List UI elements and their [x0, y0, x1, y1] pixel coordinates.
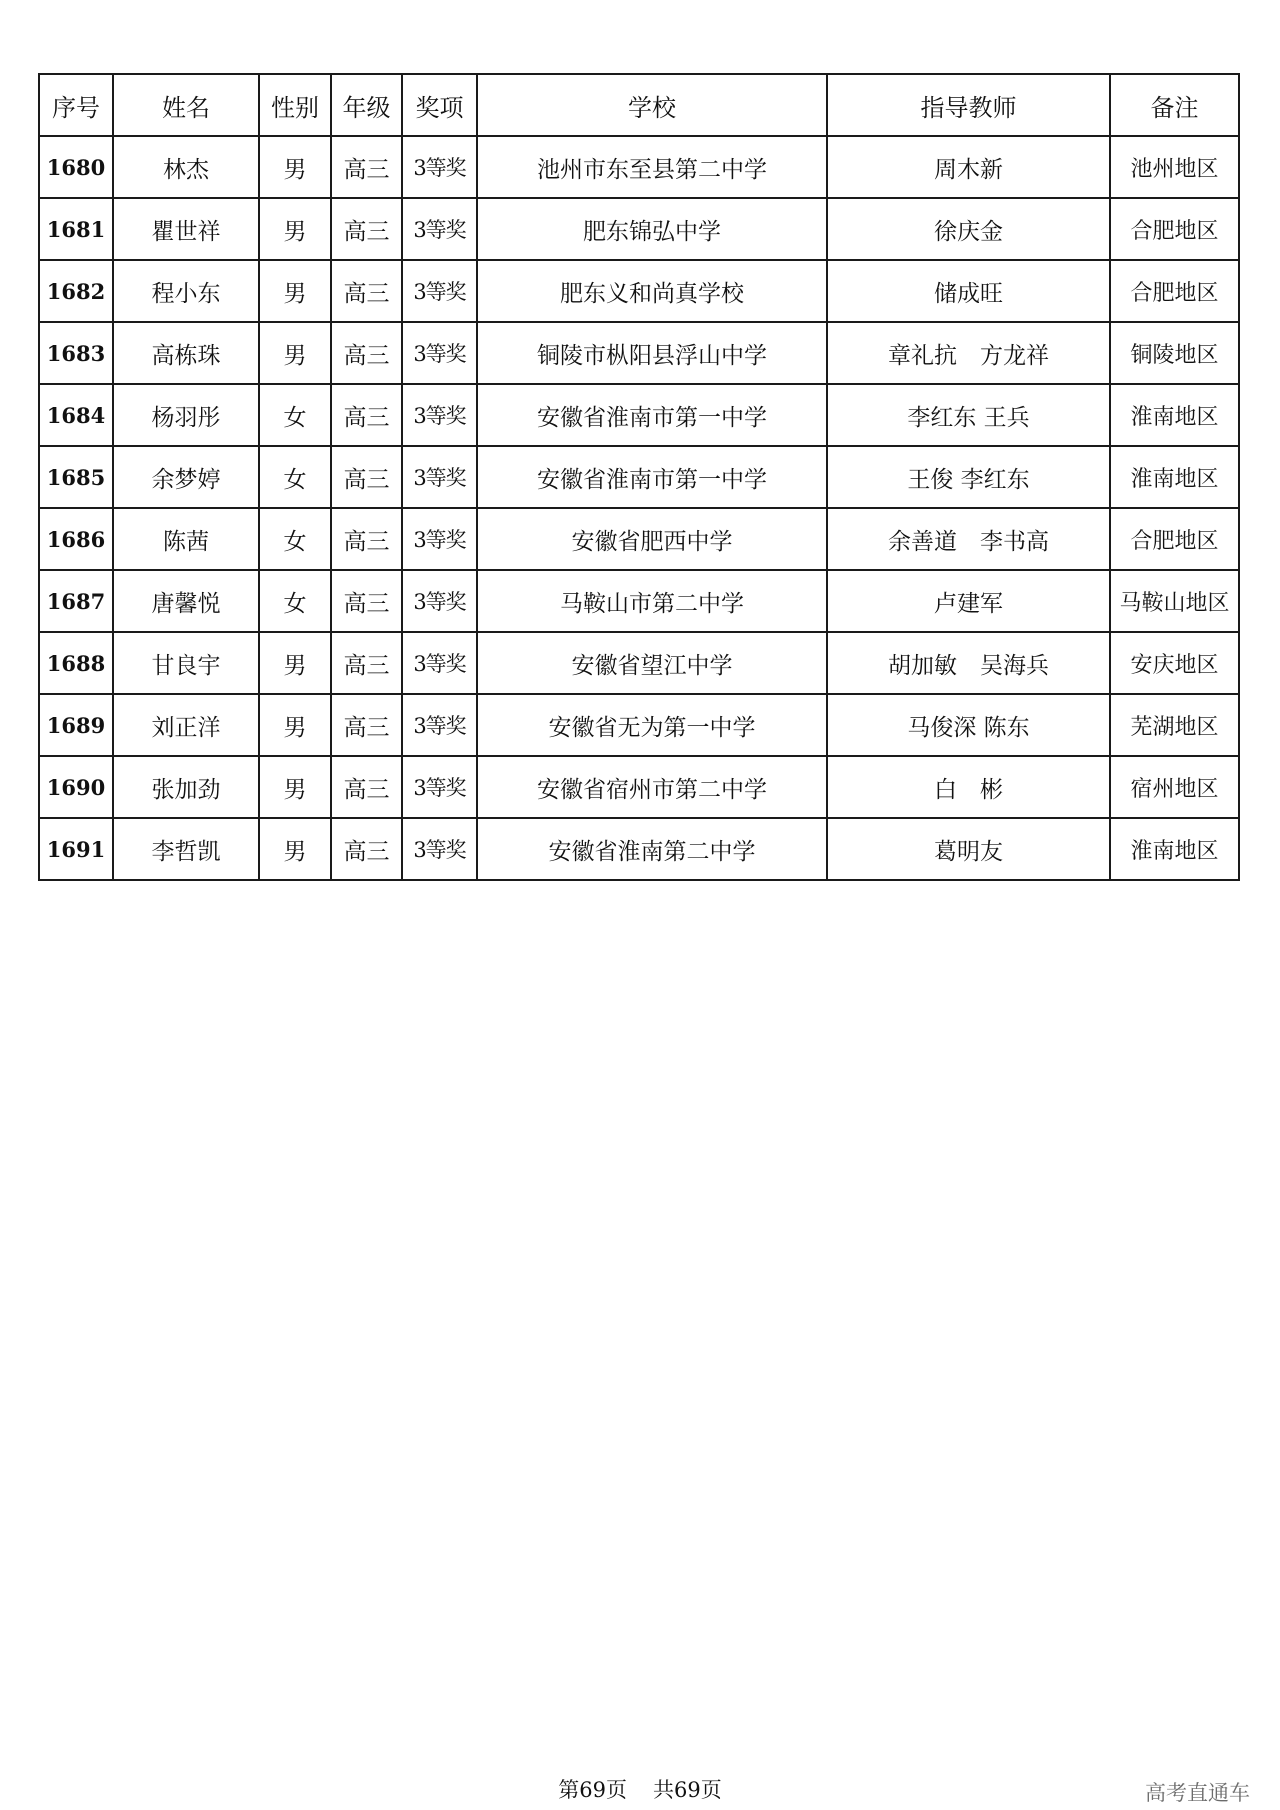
- table-row: [39, 694, 1239, 756]
- cell-award: 3等奖: [402, 446, 477, 508]
- cell-award: 3等奖: [402, 756, 477, 818]
- cell-region: 安庆地区: [1110, 632, 1239, 694]
- header-grade: 年级: [331, 74, 402, 136]
- cell-award: 3等奖: [402, 384, 477, 446]
- cell-grade: 高三: [331, 260, 402, 322]
- cell-gender: 男: [259, 136, 331, 198]
- cell-name: 瞿世祥: [113, 198, 259, 260]
- cell-grade: 高三: [331, 136, 402, 198]
- cell-award: 3等奖: [402, 260, 477, 322]
- cell-gender: 女: [259, 446, 331, 508]
- cell-award: 3等奖: [402, 570, 477, 632]
- cell-award: 3等奖: [402, 198, 477, 260]
- cell-school: 肥东义和尚真学校: [477, 260, 827, 322]
- header-school: 学校: [477, 74, 827, 136]
- cell-name: 余梦婷: [113, 446, 259, 508]
- page-total: 共69页: [653, 1778, 722, 1802]
- cell-teacher: 胡加敏 吴海兵: [827, 632, 1110, 694]
- cell-name: 刘正洋: [113, 694, 259, 756]
- cell-gender: 男: [259, 632, 331, 694]
- cell-number: 1682: [39, 260, 113, 322]
- cell-teacher: 章礼抗 方龙祥: [827, 322, 1110, 384]
- cell-number: 1684: [39, 384, 113, 446]
- watermark-text: 高考直通车: [1145, 1781, 1250, 1805]
- cell-teacher: 卢建军: [827, 570, 1110, 632]
- cell-school: 安徽省淮南第二中学: [477, 818, 827, 880]
- cell-teacher: 李红东 王兵: [827, 384, 1110, 446]
- cell-teacher: 葛明友: [827, 818, 1110, 880]
- cell-region: 池州地区: [1110, 136, 1239, 198]
- cell-number: 1685: [39, 446, 113, 508]
- cell-school: 池州市东至县第二中学: [477, 136, 827, 198]
- table-body: [39, 136, 1239, 880]
- cell-region: 合肥地区: [1110, 198, 1239, 260]
- cell-number: 1681: [39, 198, 113, 260]
- cell-name: 林杰: [113, 136, 259, 198]
- cell-number: 1691: [39, 818, 113, 880]
- cell-region: 合肥地区: [1110, 508, 1239, 570]
- table-row: [39, 446, 1239, 508]
- cell-school: 肥东锦弘中学: [477, 198, 827, 260]
- cell-gender: 男: [259, 756, 331, 818]
- cell-grade: 高三: [331, 818, 402, 880]
- cell-award: 3等奖: [402, 322, 477, 384]
- header-gender: 性别: [259, 74, 331, 136]
- cell-region: 铜陵地区: [1110, 322, 1239, 384]
- cell-gender: 女: [259, 384, 331, 446]
- cell-number: 1690: [39, 756, 113, 818]
- cell-gender: 女: [259, 570, 331, 632]
- cell-name: 高栋珠: [113, 322, 259, 384]
- table-row: [39, 260, 1239, 322]
- cell-award: 3等奖: [402, 508, 477, 570]
- cell-number: 1688: [39, 632, 113, 694]
- cell-teacher: 白 彬: [827, 756, 1110, 818]
- cell-region: 芜湖地区: [1110, 694, 1239, 756]
- cell-number: 1689: [39, 694, 113, 756]
- award-table: [38, 73, 1240, 881]
- cell-name: 李哲凯: [113, 818, 259, 880]
- cell-school: 安徽省宿州市第二中学: [477, 756, 827, 818]
- table-row: [39, 322, 1239, 384]
- page-number: 第69页: [558, 1778, 627, 1802]
- cell-school: 马鞍山市第二中学: [477, 570, 827, 632]
- cell-grade: 高三: [331, 384, 402, 446]
- cell-teacher: 王俊 李红东: [827, 446, 1110, 508]
- cell-grade: 高三: [331, 322, 402, 384]
- cell-region: 淮南地区: [1110, 446, 1239, 508]
- cell-grade: 高三: [331, 756, 402, 818]
- cell-teacher: 马俊深 陈东: [827, 694, 1110, 756]
- cell-teacher: 徐庆金: [827, 198, 1110, 260]
- cell-number: 1687: [39, 570, 113, 632]
- page-footer: [0, 1774, 1280, 1804]
- cell-teacher: 周木新: [827, 136, 1110, 198]
- cell-grade: 高三: [331, 198, 402, 260]
- cell-teacher: 余善道 李书高: [827, 508, 1110, 570]
- table-row: [39, 198, 1239, 260]
- cell-school: 安徽省无为第一中学: [477, 694, 827, 756]
- cell-number: 1686: [39, 508, 113, 570]
- cell-award: 3等奖: [402, 818, 477, 880]
- cell-name: 杨羽彤: [113, 384, 259, 446]
- cell-name: 陈茜: [113, 508, 259, 570]
- cell-grade: 高三: [331, 446, 402, 508]
- cell-region: 合肥地区: [1110, 260, 1239, 322]
- cell-number: 1683: [39, 322, 113, 384]
- header-number: 序号: [39, 74, 113, 136]
- cell-name: 程小东: [113, 260, 259, 322]
- table-row: [39, 756, 1239, 818]
- cell-gender: 男: [259, 322, 331, 384]
- cell-name: 张加劲: [113, 756, 259, 818]
- table-row: [39, 818, 1239, 880]
- table-row: [39, 570, 1239, 632]
- cell-school: 铜陵市枞阳县浮山中学: [477, 322, 827, 384]
- cell-grade: 高三: [331, 570, 402, 632]
- header-remark: 备注: [1110, 74, 1239, 136]
- cell-grade: 高三: [331, 694, 402, 756]
- cell-gender: 男: [259, 694, 331, 756]
- cell-gender: 女: [259, 508, 331, 570]
- header-row: [39, 74, 1239, 136]
- table-row: [39, 632, 1239, 694]
- table-row: [39, 384, 1239, 446]
- cell-award: 3等奖: [402, 632, 477, 694]
- cell-gender: 男: [259, 818, 331, 880]
- cell-gender: 男: [259, 198, 331, 260]
- cell-region: 淮南地区: [1110, 384, 1239, 446]
- cell-number: 1680: [39, 136, 113, 198]
- cell-school: 安徽省肥西中学: [477, 508, 827, 570]
- cell-region: 马鞍山地区: [1110, 570, 1239, 632]
- header-teacher: 指导教师: [827, 74, 1110, 136]
- table-row: [39, 136, 1239, 198]
- cell-grade: 高三: [331, 508, 402, 570]
- cell-grade: 高三: [331, 632, 402, 694]
- header-name: 姓名: [113, 74, 259, 136]
- cell-school: 安徽省望江中学: [477, 632, 827, 694]
- cell-teacher: 储成旺: [827, 260, 1110, 322]
- cell-award: 3等奖: [402, 136, 477, 198]
- cell-school: 安徽省淮南市第一中学: [477, 446, 827, 508]
- table-row: [39, 508, 1239, 570]
- cell-name: 唐馨悦: [113, 570, 259, 632]
- cell-region: 宿州地区: [1110, 756, 1239, 818]
- cell-gender: 男: [259, 260, 331, 322]
- cell-school: 安徽省淮南市第一中学: [477, 384, 827, 446]
- cell-region: 淮南地区: [1110, 818, 1239, 880]
- header-award: 奖项: [402, 74, 477, 136]
- cell-award: 3等奖: [402, 694, 477, 756]
- cell-name: 甘良宇: [113, 632, 259, 694]
